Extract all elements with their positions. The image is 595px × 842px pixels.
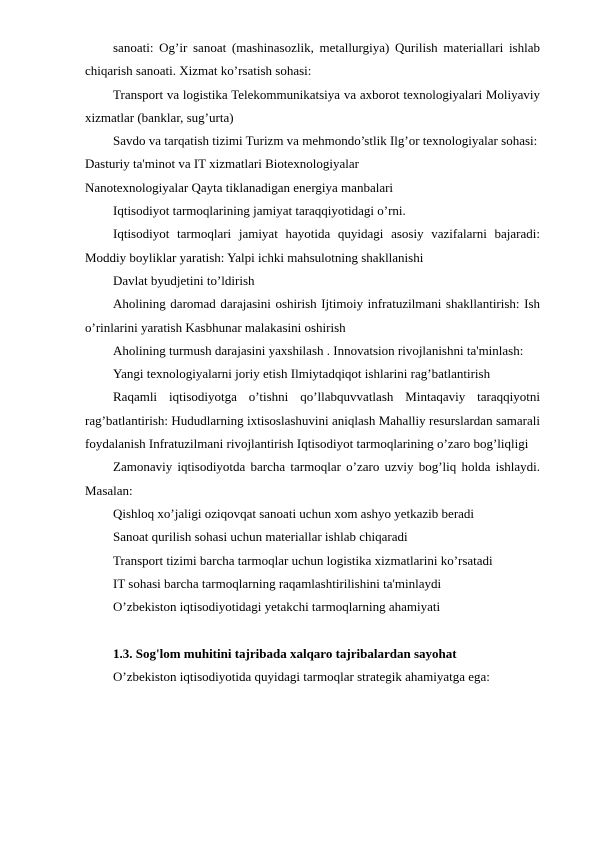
paragraph-last: O’zbekiston iqtisodiyotida quyidagi tarmoqlar strategik ahamiyatga ega: [113,669,490,685]
paragraph-17: IT sohasi barcha tarmoqlarning raqamlashtirilishini ta'minlaydi [113,575,442,591]
paragraph-16: Transport tizimi barcha tarmoqlar uchun logistika xizmatlarini ko’rsatadi [113,552,493,568]
paragraph-9: Aholining daromad darajasini oshirish Ijtimoiy infratuzilmani shakllantirish: Ish o’rinlarini yaratish Kasbhunar malakasini oshirish [85,296,540,335]
paragraph-14: Qishloq xo’jaligi oziqovqat sanoati uchun xom ashyo yetkazib beradi [113,505,475,521]
paragraph-12: Raqamli iqtisodiyotga o’tishni qo’llabquvvatlash Mintaqaviy taraqqiyotni rag’batlantirish: Hududlarning ixtisoslashuvini aniqlash Mahalliy resurslardan samarali foydalanish Infratuzilmani rivojlantirish Iqtisodiyot tarmoqlarining o’zaro bog’liqligi [85,389,540,452]
paragraph-10: Aholining turmush darajasini yaxshilash . Innovatsion rivojlanishni ta'minlash: [113,342,524,358]
paragraph-13: Zamonaviy iqtisodiyotda barcha tarmoqlar o’zaro uzviy bog’liq holda ishlaydi. Masalan: [85,459,540,498]
paragraph-18: O’zbekiston iqtisodiyotidagi yetakchi tarmoqlarning ahamiyati [113,599,441,615]
paragraph-5: Nanotexnologiyalar Qayta tiklanadigan energiya manbalari [85,179,394,195]
paragraph-11: Yangi texnologiyalarni joriy etish Ilmiytadqiqot ishlarini rag’batlantirish [113,366,491,382]
section-heading: 1.3. Sog'lom muhitini tajribada xalqaro tajribalardan sayohat [113,645,457,661]
paragraph-1: sanoati: Og’ir sanoat (mashinasozlik, metallurgiya) Qurilish materiallari ishlab chiqarish sanoati. Xizmat ko’rsatish sohasi: [85,40,540,79]
paragraph-8: Davlat byudjetini to’ldirish [113,272,255,288]
paragraph-7: Iqtisodiyot tarmoqlari jamiyat hayotida quyidagi asosiy vazifalarni bajaradi: Moddiy boyliklar yaratish: Yalpi ichki mahsulotning shakllanishi [85,226,540,265]
paragraph-15: Sanoat qurilish sohasi uchun materiallar ishlab chiqaradi [113,529,408,545]
blank-line [85,618,540,641]
paragraph-3: Savdo va tarqatish tizimi Turizm va mehmondo’stlik Ilg’or texnologiyalar sohasi: [113,133,538,149]
page-content [85,36,540,688]
paragraph-2: Transport va logistika Telekommunikatsiya va axborot texnologiyalari Moliyaviy xizmatlar (banklar, sug’urta) [85,86,540,125]
paragraph-4: Dasturiy ta'minot va IT xizmatlari Biotexnologiyalar [85,156,359,172]
paragraph-6: Iqtisodiyot tarmoqlarining jamiyat taraqqiyotidagi o’rni. [113,203,406,219]
